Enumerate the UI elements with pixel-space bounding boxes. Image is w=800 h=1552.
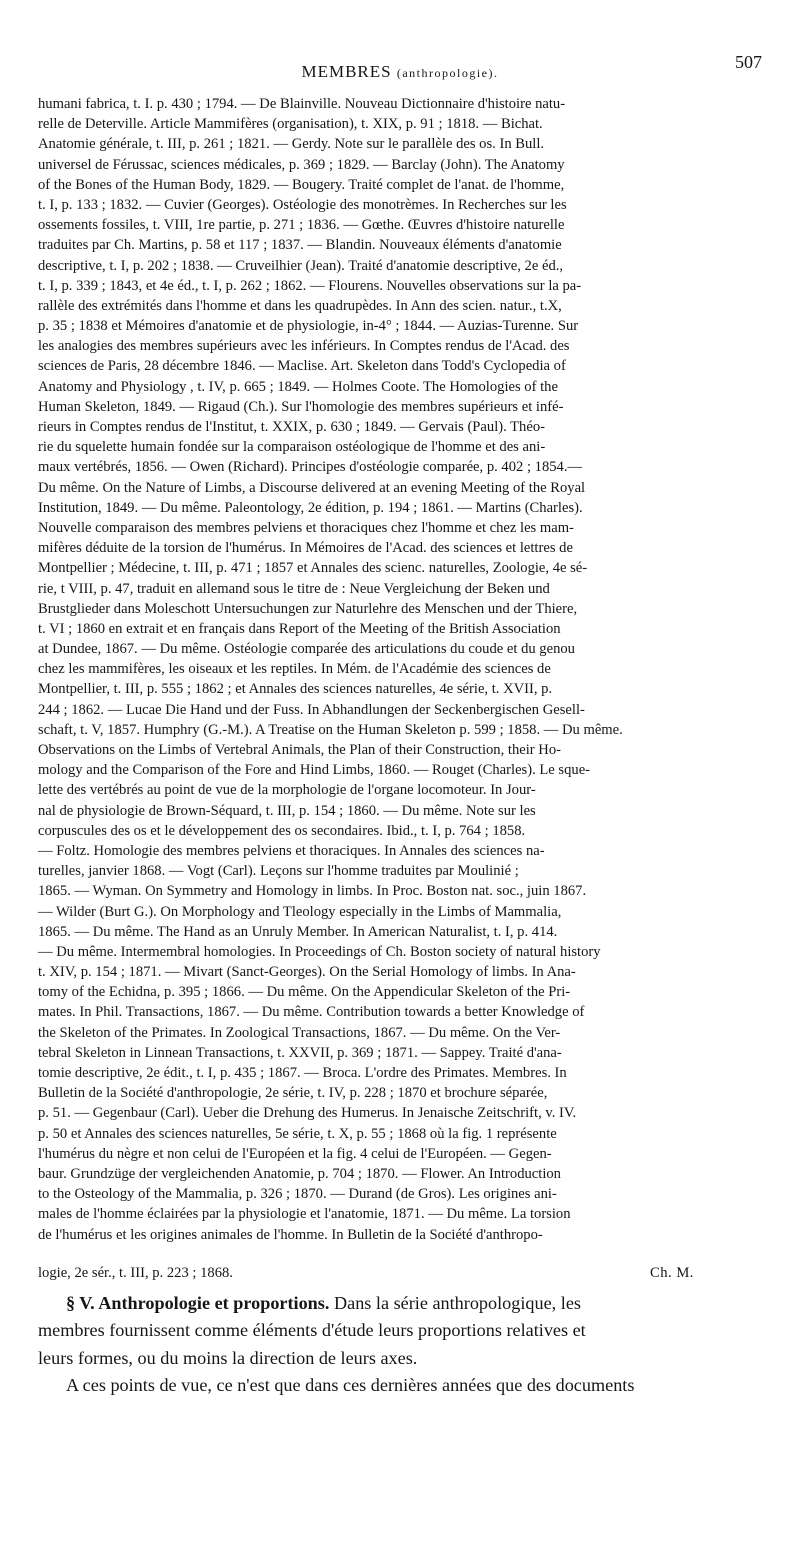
bibliography-line: lette des vertébrés au point de vue de la morphologie de l'organe locomoteur. In Jour- (38, 782, 536, 799)
section-heading: § V. Anthropologie et proportions. (66, 1293, 330, 1313)
bibliography-line: — Foltz. Homologie des membres pelviens et thoraciques. In Annales des sciences na- (38, 842, 545, 859)
bibliography-line: Montpellier, t. III, p. 555 ; 1862 ; et Annales des sciences naturelles, 4e série, t. XVII, p. (38, 681, 553, 698)
bibliography-line: — Du même. Intermembral homologies. In Proceedings of Ch. Boston society of natural history (38, 943, 601, 960)
section-line: membres fournissent comme éléments d'étude leurs proportions relatives et (38, 1320, 586, 1341)
bibliography-line: 244 ; 1862. — Lucae Die Hand und der Fuss. In Abhandlungen der Seckenbergischen Gesell- (38, 701, 585, 718)
bibliography-line: tebral Skeleton in Linnean Transactions, t. XXVII, p. 369 ; 1871. — Sappey. Traité d'ana- (38, 1044, 562, 1061)
bibliography-line: humani fabrica, t. I. p. 430 ; 1794. — De Blainville. Nouveau Dictionnaire d'histoire natu- (38, 96, 566, 112)
bibliography-line: mology and the Comparison of the Fore and Hind Limbs, 1860. — Rouget (Charles). Le sque- (38, 762, 591, 779)
bibliography-line: mifères déduite de la torsion de l'humérus. In Mémoires de l'Acad. des sciences et lettres de (38, 540, 573, 557)
bibliography-line: Montpellier ; Médecine, t. III, p. 471 ; 1857 et Annales des scienc. naturelles, Zoologie, 4e sé- (38, 560, 588, 577)
bibliography-line: mates. In Phil. Transactions, 1867. — Du même. Contribution towards a better Knowledge of (38, 1004, 585, 1021)
bibliography-line: to the Osteology of the Mammalia, p. 326 ; 1870. — Durand (de Gros). Les origines ani- (38, 1186, 557, 1203)
section-line: Dans la série anthropologique, les (333, 1293, 581, 1313)
bibliography-line: Brustglieder dans Moleschott Untersuchungen zur Naturlehre des Menschen und der Thiere, (38, 600, 578, 617)
bibliography-line: les analogies des membres supérieurs avec les inférieurs. In Comptes rendus de l'Acad. des (38, 338, 570, 355)
bibliography-line: p. 35 ; 1838 et Mémoires d'anatomie et de physiologie, in-4° ; 1844. — Auzias-Turenne. Sur (38, 318, 579, 335)
bibliography-line: t. I, p. 339 ; 1843, et 4e éd., t. I, p. 262 ; 1862. — Flourens. Nouvelles observations sur la pa- (38, 277, 582, 294)
bibliography-line: Observations on the Limbs of Vertebral Animals, the Plan of their Construction, their Ho- (38, 742, 561, 758)
bibliography-line: of the Bones of the Human Body, 1829. — Bougery. Traité complet de l'anat. de l'homme, (38, 176, 565, 193)
bibliography-line: schaft, t. V, 1857. Humphry (G.-M.). A Treatise on the Human Skeleton p. 599 ; 1858. — Du même. (38, 721, 623, 738)
bibliography-line: the Skeleton of the Primates. In Zoological Transactions, 1867. — Du même. On the Ver- (38, 1024, 561, 1041)
bibliography-line: rie, t VIII, p. 47, traduit en allemand sous le titre de : Neue Vergleichung der Beken und (38, 580, 550, 597)
bibliography-line: sciences de Paris, 28 décembre 1846. — Maclise. Art. Skeleton dans Todd's Cyclopedia of (38, 358, 566, 375)
bibliography-line: traduites par Ch. Martins, p. 58 et 117 ; 1837. — Blandin. Nouveaux éléments d'anatomie (38, 237, 562, 254)
bibliography-line: turelles, janvier 1868. — Vogt (Carl). Leçons sur l'homme traduites par Moulinié ; (38, 863, 519, 880)
bibliography-line: universel de Férussac, sciences médicales, p. 369 ; 1829. — Barclay (John). The Anatomy (38, 156, 565, 173)
section-first-line (38, 1290, 768, 1317)
bibliography-line: l'humérus du nègre et non celui de l'Européen et la fig. 4 celui de l'Européen. — Gegen- (38, 1145, 552, 1162)
section-body (38, 1290, 768, 1399)
running-header (36, 52, 764, 84)
author-signature: Ch. M. (650, 1265, 694, 1281)
page-number: 507 (735, 52, 762, 72)
bibliography-line: relle de Deterville. Article Mammifères (organisation), t. XIX, p. 91 ; 1818. — Bichat. (38, 116, 543, 133)
bibliography-line: descriptive, t. I, p. 202 ; 1838. — Cruveilhier (Jean). Traité d'anatomie descriptive, 2e éd., (38, 257, 564, 274)
bibliography-line: Human Skeleton, 1849. — Rigaud (Ch.). Sur l'homologie des membres supérieurs et infé- (38, 398, 564, 415)
bibliography-line: tomy of the Echidna, p. 395 ; 1866. — Du même. On the Appendicular Skeleton of the Pri- (38, 984, 571, 1001)
bibliography-line: chez les mammifères, les oiseaux et les reptiles. In Mém. de l'Académie des sciences de (38, 661, 551, 678)
bibliography-line: baur. Grundzüge der vergleichenden Anatomie, p. 704 ; 1870. — Flower. An Introduction (38, 1165, 561, 1182)
bibliography-line: t. I, p. 133 ; 1832. — Cuvier (Georges). Ostéologie des monotrèmes. In Recherches sur les (38, 196, 567, 213)
bibliography-line: Nouvelle comparaison des membres pelviens et thoraciques chez l'homme et chez les mam- (38, 519, 574, 536)
section-line: leurs formes, ou du moins la direction de leurs axes. (38, 1347, 418, 1368)
bibliography-line: — Wilder (Burt G.). On Morphology and Tleology especially in the Limbs of Mammalia, (38, 903, 562, 920)
bibliography-line: 1865. — Du même. The Hand as an Unruly Member. In American Naturalist, t. I, p. 414. (38, 923, 558, 940)
bibliography-block (38, 94, 768, 1245)
header-title-subtitle: (anthropologie). (396, 66, 499, 80)
bibliography-line: p. 50 et Annales des sciences naturelles, 5e série, t. X, p. 55 ; 1868 où la fig. 1 représente (38, 1125, 557, 1142)
bibliography-line: ossements fossiles, t. VIII, 1re partie, p. 271 ; 1836. — Gœthe. Œuvres d'histoire naturelle (38, 217, 565, 234)
bibliography-line: tomie descriptive, 2e édit., t. I, p. 435 ; 1867. — Broca. L'ordre des Primates. Membres. In (38, 1065, 567, 1081)
bibliography-line: rieurs in Comptes rendus de l'Institut, t. XXIX, p. 630 ; 1849. — Gervais (Paul). Théo- (38, 419, 545, 435)
bibliography-line: males de l'homme éclairées par la physiologie et l'anatomie, 1871. — Du même. La torsion (38, 1206, 571, 1223)
bibliography-line: nal de physiologie de Brown-Séquard, t. III, p. 154 ; 1860. — Du même. Note sur les (38, 802, 536, 819)
bibliography-line: Bulletin de la Société d'anthropologie, 2e série, t. IV, p. 228 ; 1870 et brochure séparée, (38, 1085, 548, 1102)
bibliography-line: t. XIV, p. 154 ; 1871. — Mivart (Sanct-Georges). On the Serial Homology of limbs. In Ana- (38, 964, 576, 981)
bibliography-line: Anatomie générale, t. III, p. 261 ; 1821. — Gerdy. Note sur le parallèle des os. In Bull. (38, 136, 545, 153)
bibliography-line: Institution, 1849. — Du même. Paleontology, 2e édition, p. 194 ; 1861. — Martins (Charles). (38, 499, 583, 516)
bibliography-line: Du même. On the Nature of Limbs, a Discourse delivered at an evening Meeting of the Royal (38, 479, 586, 496)
bibliography-line: p. 51. — Gegenbaur (Carl). Ueber die Drehung des Humerus. In Jenaische Zeitschrift, v. IV. (38, 1105, 577, 1122)
bibliography-line: de l'humérus et les origines animales de l'homme. In Bulletin de la Société d'anthropo- (38, 1226, 543, 1243)
bibliography-line: corpuscules des os et le développement des os secondaires. Ibid., t. I, p. 764 ; 1858. (38, 822, 526, 839)
section-line: A ces points de vue, ce n'est que dans ces dernières années que des documents (66, 1374, 635, 1395)
bibliography-line: t. VI ; 1860 en extrait et en français dans Report of the Meeting of the British Association (38, 620, 561, 637)
bibliography-last-line: logie, 2e sér., t. III, p. 223 ; 1868. (38, 1265, 233, 1281)
bibliography-line: Anatomy and Physiology , t. IV, p. 665 ; 1849. — Holmes Coote. The Homologies of the (38, 378, 558, 395)
header-title (36, 62, 764, 82)
header-title-main: MEMBRES (301, 62, 392, 81)
bibliography-line: 1865. — Wyman. On Symmetry and Homology in limbs. In Proc. Boston nat. soc., juin 1867. (38, 883, 587, 900)
bibliography-closing (38, 1265, 768, 1285)
bibliography-line: rallèle des extrémités dans l'homme et dans les quadrupèdes. In Ann des scien. natur., t.X, (38, 297, 562, 314)
bibliography-line: rie du squelette humain fondée sur la comparaison ostéologique de l'homme et des ani- (38, 439, 546, 456)
bibliography-line: at Dundee, 1867. — Du même. Ostéologie comparée des articulations du coude et du genou (38, 641, 575, 658)
bibliography-line: maux vertébrés, 1856. — Owen (Richard). Principes d'ostéologie comparée, p. 402 ; 1854.— (38, 459, 583, 476)
